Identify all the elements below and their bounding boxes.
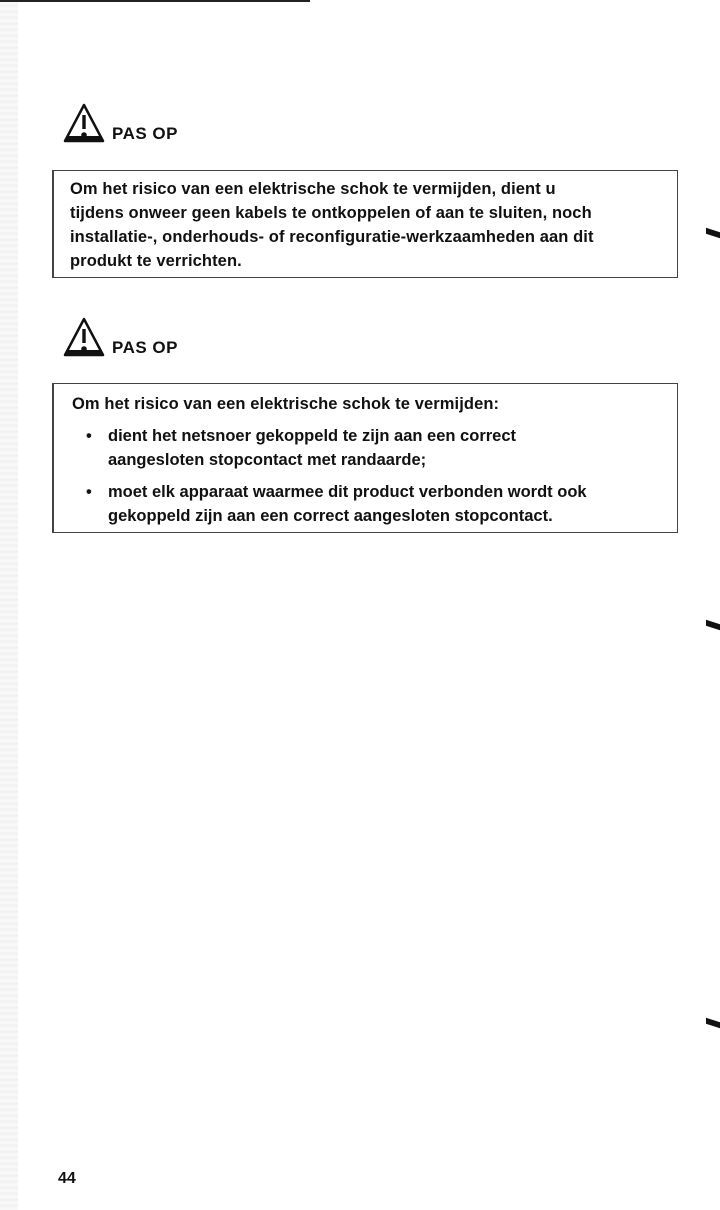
caution-box-1 <box>52 170 678 278</box>
scan-edge-mark <box>706 228 720 239</box>
scan-edge-mark <box>706 1018 720 1029</box>
caution-intro: Om het risico van een elektrische schok te vermijden: <box>72 395 500 413</box>
list-item-line: aangesloten stopcontact met randaarde; <box>108 451 427 469</box>
top-rule <box>0 0 310 2</box>
list-item <box>72 480 663 528</box>
caution-text-line: produkt te verrichten. <box>70 252 242 270</box>
list-item <box>72 424 663 472</box>
caution-text-line: installatie-, onderhouds- of reconfiguratie-werkzaamheden aan dit <box>70 228 594 246</box>
warning-triangle-icon <box>62 316 106 358</box>
bullet-icon: • <box>86 427 92 445</box>
list-item-line: gekoppeld zijn aan een correct aangesloten stopcontact. <box>108 507 553 525</box>
caution-box-2 <box>52 383 678 533</box>
hazard-list <box>72 424 663 528</box>
caution-text-line: tijdens onweer geen kabels te ontkoppelen of aan te sluiten, noch <box>70 204 592 222</box>
caution-heading-text: PAS OP <box>112 338 178 357</box>
scan-edge <box>0 0 18 1210</box>
warning-triangle-icon <box>62 102 106 144</box>
caution-heading-1 <box>62 102 178 144</box>
scan-edge-mark <box>706 620 720 631</box>
list-item-line: dient het netsnoer gekoppeld te zijn aan een correct <box>108 427 517 445</box>
caution-heading-2 <box>62 316 178 358</box>
caution-heading-text: PAS OP <box>112 124 178 143</box>
list-item-line: moet elk apparaat waarmee dit product verbonden wordt ook <box>108 483 587 501</box>
page-number: 44 <box>58 1170 76 1187</box>
caution-text-line: Om het risico van een elektrische schok te vermijden, dient u <box>70 180 556 198</box>
bullet-icon: • <box>86 483 92 501</box>
